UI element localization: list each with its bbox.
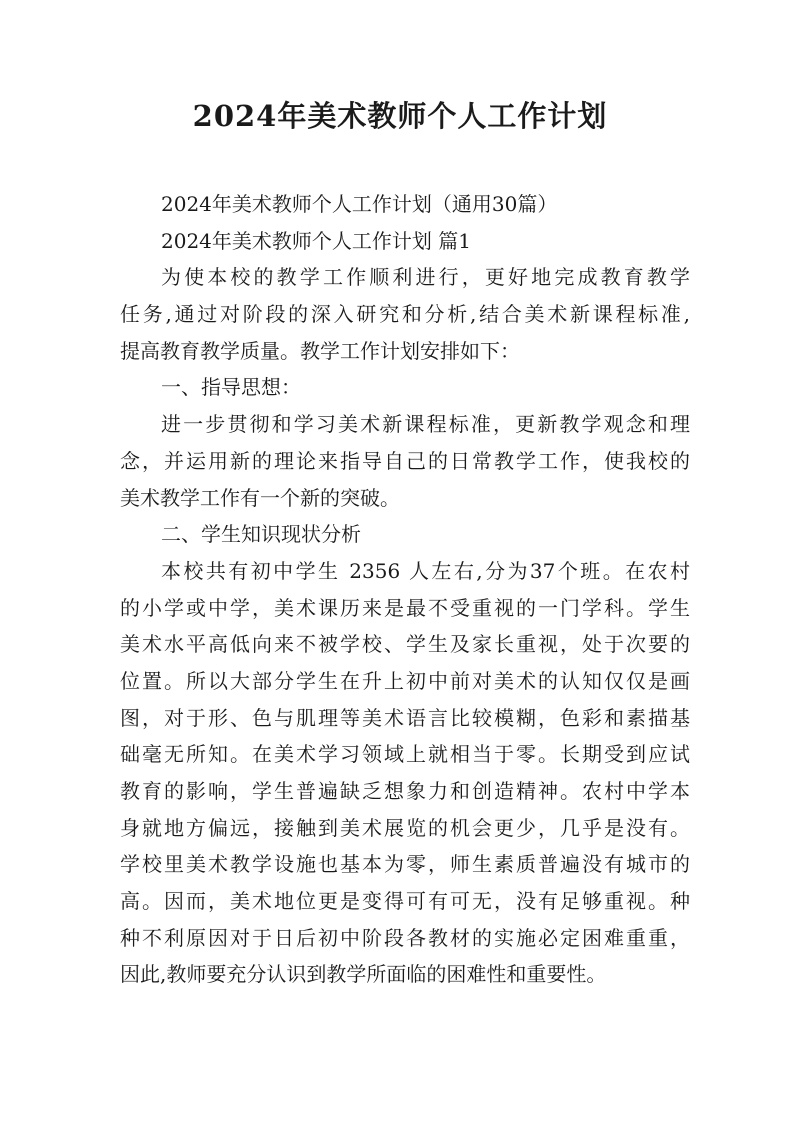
text-line: 一、指导思想： [161,375,301,400]
text-line: 美术水平高低向来不被学校、学生及家长重视，处于次要的 [120,632,690,657]
text-line: 二、学生知识现状分析 [161,522,361,547]
text-line: 美术教学工作有一个新的突破。 [120,485,400,510]
text-line: 图，对于形、色与肌理等美术语言比较模糊，色彩和素描基 [120,705,690,730]
text-line: 高。因而，美术地位更是变得可有可无，没有足够重视。种 [120,889,690,914]
text-line: 念，并运用新的理论来指导自己的日常教学工作，使我校的 [120,448,690,473]
document-title: 2024年美术教师个人工作计划 [192,99,608,133]
text-line: 种不利原因对于日后初中阶段各教材的实施必定困难重重， [120,925,690,950]
text-line: 的小学或中学，美术课历来是最不受重视的一门学科。学生 [120,595,690,620]
document-body [120,186,690,993]
text-line: 位置。所以大部分学生在升上初中前对美术的认知仅仅是画 [120,668,690,693]
text-line: 学校里美术教学设施也基本为零，师生素质普遍没有城市的 [120,852,690,877]
text-line: 为使本校的教学工作顺利进行，更好地完成教育教学 [161,265,690,290]
text-line: 提高教育教学质量。教学工作计划安排如下： [120,338,520,363]
text-line: 任务,通过对阶段的深入研究和分析,结合美术新课程标准, [120,302,690,327]
text-line: 础毫无所知。在美术学习领域上就相当于零。长期受到应试 [120,742,690,767]
text-line: 教育的影响，学生普遍缺乏想象力和创造精神。农村中学本 [120,779,690,803]
text-line: 因此,教师要充分认识到教学所面临的困难性和重要性。 [120,962,607,987]
text-line: 本校共有初中学生 2356 人左右,分为37个班。在农村 [161,558,690,583]
text-line: 2024年美术教师个人工作计划 篇1 [161,228,471,253]
text-line: 2024年美术教师个人工作计划（通用30篇） [161,192,558,216]
text-line: 身就地方偏远，接触到美术展览的机会更少，几乎是没有。 [120,815,690,840]
text-line: 进一步贯彻和学习美术新课程标准，更新教学观念和理 [161,412,690,437]
